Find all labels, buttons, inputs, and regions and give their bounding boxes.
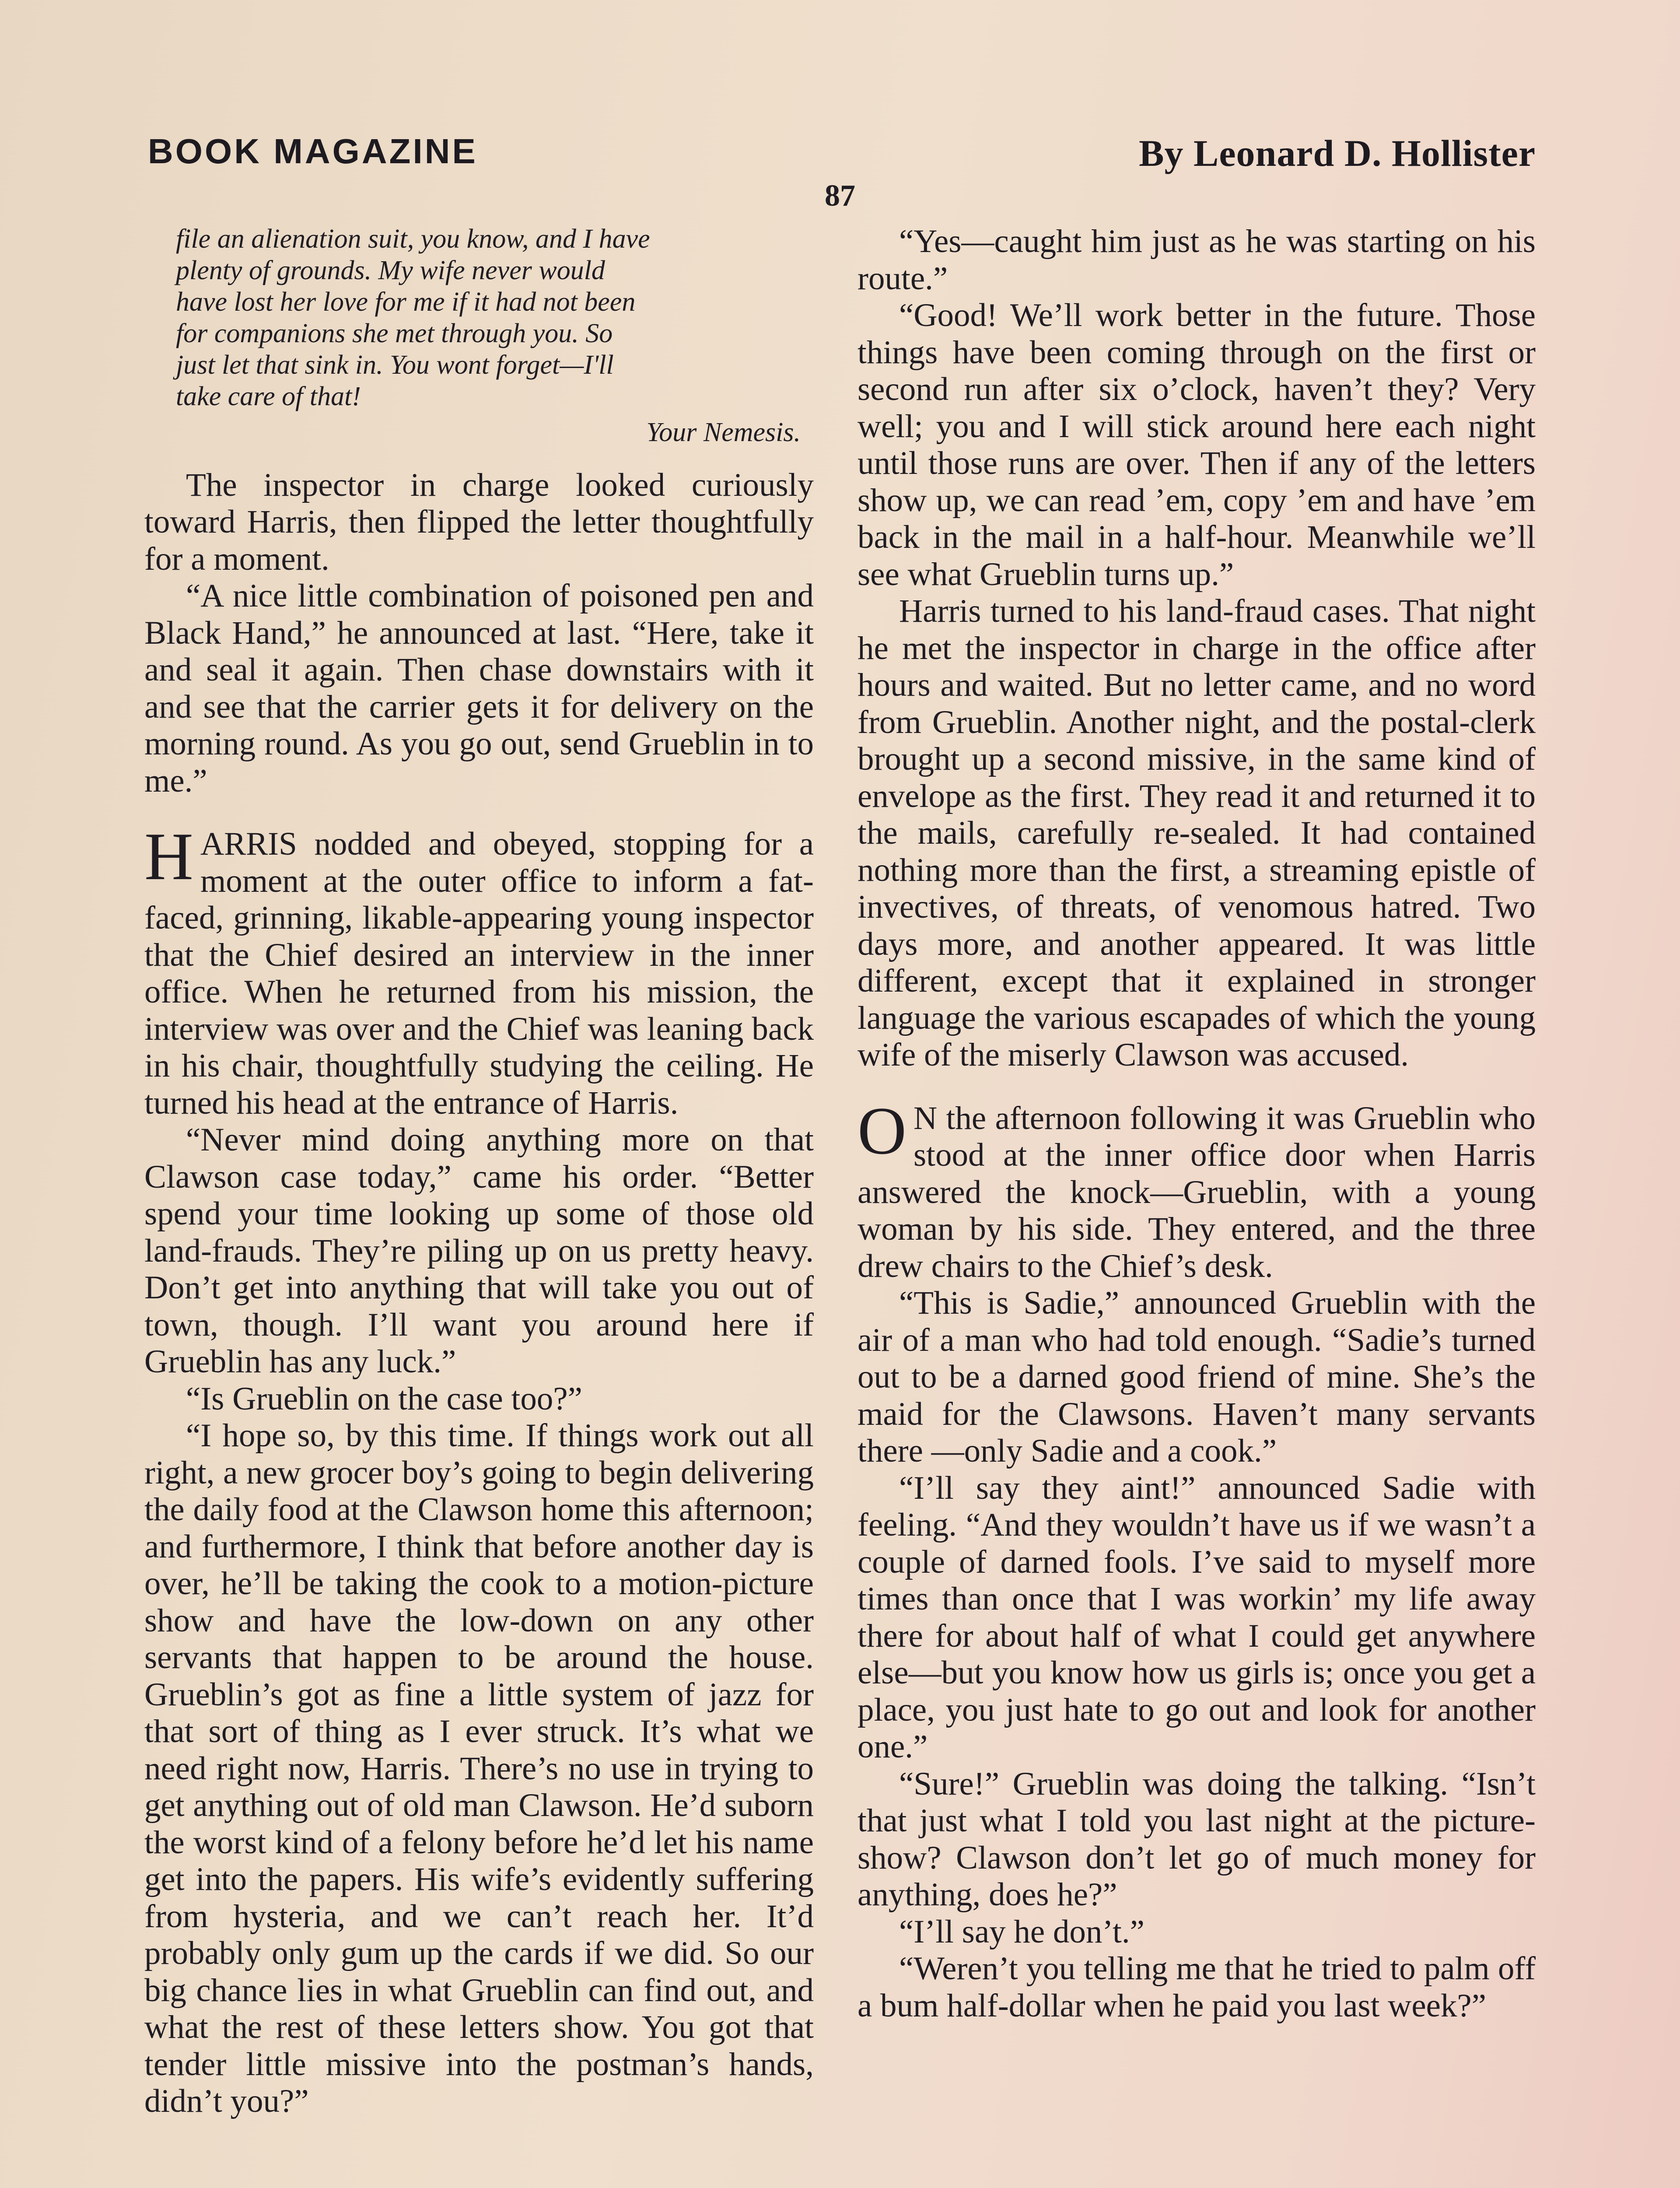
letter-line: for companions she met through you. So: [176, 319, 613, 348]
page-number: 87: [825, 179, 855, 213]
paragraph: “I’ll say he don’t.”: [899, 1913, 1144, 1950]
paragraph: Harris turned to his land-fraud cases. That night he met the inspector in charge in the office after hours and waited. But no letter came, and no word from Grueblin. Another night, and the postal-clerk brought up a second missive, in the same kind of envelope as the first. They read it and returned it to the mails, carefully re-sealed. It had contained nothing more than the first, a streaming epistle of invectives, of threats, of venomous hatred. Two days more, and another appeared. It was little different, except that it explained in stronger language the various escapades of which the young wife of the miserly Clawson was accused.: [858, 593, 1536, 1073]
drop-cap: O: [858, 1093, 906, 1168]
paragraph: “Yes—caught him just as he was starting on his route.”: [858, 223, 1536, 297]
small-caps-lead: ARRIS: [200, 826, 297, 862]
letter-line: file an alienation suit, you know, and I have: [176, 224, 650, 254]
letter-line: have lost her love for me if it had not been: [176, 287, 636, 317]
paragraph: “Weren’t you telling me that he tried to palm off a bum half-dollar when he paid you last week?”: [858, 1950, 1536, 2024]
paragraph: The inspector in charge looked curiously toward Harris, then flipped the letter thoughtfully for a moment.: [144, 466, 814, 577]
letter-line: take care of that!: [176, 382, 361, 411]
section-opening-paragraph: [144, 819, 814, 1122]
running-head-magazine: BOOK MAGAZINE: [148, 132, 478, 171]
paragraph: “I’ll say they aint!” announced Sadie with feeling. “And they wouldn’t have us if we wasn’t a couple of darned fools. I’ve said to myself more times than once that I was workin’ my life away there for about half of what I could get anywhere else—but you know how us girls is; once you get a place, you just hate to go out and look for another one.”: [858, 1469, 1536, 1765]
drop-cap: H: [144, 819, 193, 894]
right-column: [858, 223, 1536, 2188]
paragraph: “I hope so, by this time. If things work out all right, a new grocer boy’s going to begin delivering the daily food at the Clawson home this afternoon; and furthermore, I think that before another day is over, he’ll be taking the cook to a motion-picture show and have the low-down on any other servants that happen to be around the house. Grueblin’s got as fine a little system of jazz for that sort of thing as I ever struck. It’s what we need right now, Harris. There’s no use in trying to get anything out of old man Clawson. He’d suborn the worst kind of a felony before he’d let his name get into the papers. His wife’s evidently suffering from hysteria, and we can’t reach her. It’d probably only gum up the cards if we did. So our big chance lies in what Grueblin can find out, and what the rest of these letters show. You got that tender little missive into the postman’s hands, didn’t you?”: [144, 1417, 814, 2119]
paragraph-text: nodded and obeyed, stopping for a moment at the outer office to inform a fat-faced, grinning, likable-appearing young inspector that the Chief desired an interview in the inner office. When he returned from his mission, the interview was over and the Chief was leaning back in his chair, thoughtfully studying the ceiling. He turned his head at the entrance of Harris.: [144, 826, 814, 1121]
paragraph: “Never mind doing anything more on that Clawson case today,” came his order. “Better spend your time looking up some of those old land-frauds. They’re piling up on us pretty heavy. Don’t get into anything that will take you out of town, though. I’ll want you around here if Grueblin has any luck.”: [144, 1122, 814, 1380]
paragraph: “Good! We’ll work better in the future. Those things have been coming through on the first or second run after six o’clock, haven’t they? Very well; you and I will stick around here each night until those runs are over. Then if any of the letters show up, we can read ’em, copy ’em and have ’em back in the mail in a half-hour. Meanwhile we’ll see what Grueblin turns up.”: [858, 297, 1536, 593]
running-head-author: By Leonard D. Hollister: [1139, 132, 1536, 174]
letter-line: just let that sink in. You wont forget—I'll: [176, 350, 614, 380]
letter-line: plenty of grounds. My wife never would: [176, 256, 605, 285]
letter-excerpt: [144, 223, 814, 412]
section-break: [144, 799, 814, 826]
section-break: [858, 1074, 1536, 1100]
small-caps-lead: N: [913, 1100, 938, 1136]
paragraph: “A nice little combination of poisoned pen and Black Hand,” he announced at last. “Here, take it and seal it again. Then chase downstairs with it and see that the carrier gets it for delivery on the morning round. As you go out, send Grueblin in to me.”: [144, 578, 814, 799]
paragraph: “This is Sadie,” announced Grueblin with the air of a man who had told enough. “Sadie’s turned out to be a darned good friend of mine. She’s the maid for the Clawsons. Haven’t many servants there —only Sadie and a cook.”: [858, 1285, 1536, 1469]
paragraph-text: the afternoon following it was Grueblin who stood at the inner office door when Harris answered the knock—Grueblin, with a young woman by his side. They entered, and the three drew chairs to the Chief’s desk.: [858, 1100, 1536, 1284]
left-column: [144, 223, 814, 2188]
section-opening-paragraph: [858, 1093, 1536, 1285]
letter-signature: Your Nemesis.: [646, 417, 801, 447]
paragraph: “Sure!” Grueblin was doing the talking. “Isn’t that just what I told you last night at the picture-show? Clawson don’t let go of much money for anything, does he?”: [858, 1765, 1536, 1913]
paragraph: “Is Grueblin on the case too?”: [186, 1380, 582, 1417]
